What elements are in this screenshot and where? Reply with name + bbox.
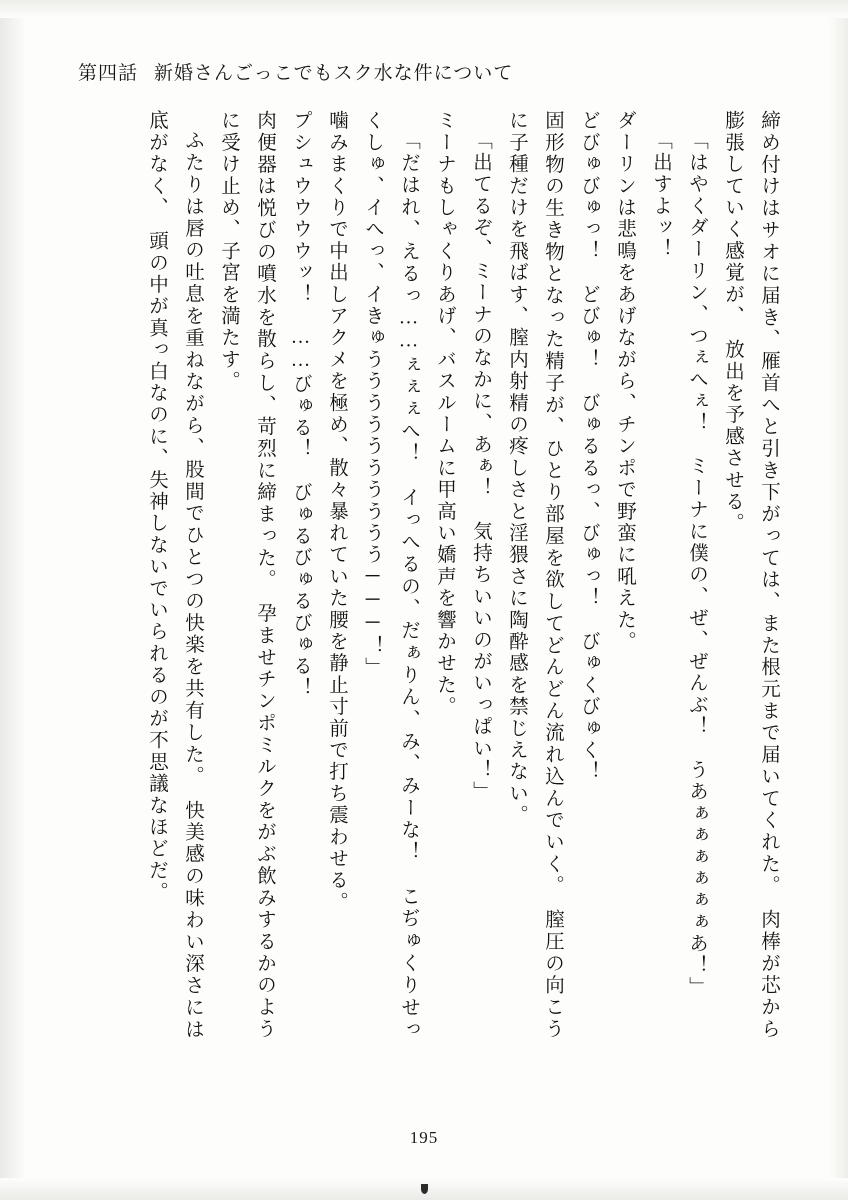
paragraph: 噛みまくりで中出しアクメを極め、散々暴れていた腰を静止寸前で打ち震わせる。 bbox=[326, 110, 347, 913]
chapter-title: 新婚さんごっこでもスク水な件について bbox=[154, 63, 514, 84]
paragraph: どびゅびゅっ！ どびゅ！ びゅるるっ、びゅっ！ びゅくびゅく！ bbox=[578, 110, 599, 783]
page-number: 195 bbox=[409, 1128, 439, 1147]
paragraph: ダーリンは悲鳴をあげながら、チンポで野蛮に吼えた。 bbox=[614, 110, 635, 653]
paragraph: 「出すよッ！ bbox=[650, 129, 671, 260]
binding-mark bbox=[421, 1184, 428, 1194]
paragraph: 「だはれ、えるっ……ぇぇぇへ！ イっへるの、だぁりん、み、みーな！ こぢゅくりせっくしゅ、イへっ、イきゅうううううううううう───！」 bbox=[362, 110, 419, 1040]
paragraph: 「出てるぞ、ミーナのなかに、あぁ！ 気持ちいいのがいっぱい！」 bbox=[470, 129, 491, 803]
paper-edge-top bbox=[0, 0, 848, 18]
chapter-number: 第四話 bbox=[78, 63, 139, 84]
paragraph: ふたりは唇の吐息を重ねながら、股間でひとつの快楽を共有した。 快美感の味わい深さには底がなく、 頭の中が真っ白なのに、失神しないでいられるのが不思議なほどだ。 bbox=[146, 110, 203, 1040]
body-text-column bbox=[86, 110, 786, 1040]
paragraph: 「はやくダーリン、つぇへぇ！ ミーナに僕の、ぜ、ぜんぶ！ うあぁぁぁぁぁぁあ！」 bbox=[686, 129, 707, 998]
paragraph: 肉便器は悦びの噴水を散らし、苛烈に締まった。 孕ませチンポミルクをがぶ飲みするかのように受け止め、子宮を満たす。 bbox=[218, 110, 275, 1040]
paragraph: プシュウウウウッ！ ……びゅる！ びゅるびゅるびゅる！ bbox=[290, 110, 311, 699]
running-header bbox=[78, 58, 513, 85]
paragraph: ミーナもしゃくりあげ、バスルームに甲高い嬌声を響かせた。 bbox=[434, 110, 455, 718]
paper-edge-right bbox=[828, 0, 848, 1200]
paragraph: 締め付けはサオに届き、雁首へと引き下がっては、また根元まで届いてくれた。 肉棒が芯から膨張していく感覚が、 放出を予感させる。 bbox=[722, 110, 779, 1040]
paragraph: 固形物の生き物となった精子が、ひとり部屋を欲してどんどん流れ込んでいく。 膣圧の向こうに子種だけを飛ばす、膣内射精の疼しさと淫猥さに陶酔感を禁じえない。 bbox=[506, 110, 563, 1040]
paper-edge-left bbox=[0, 0, 26, 1200]
